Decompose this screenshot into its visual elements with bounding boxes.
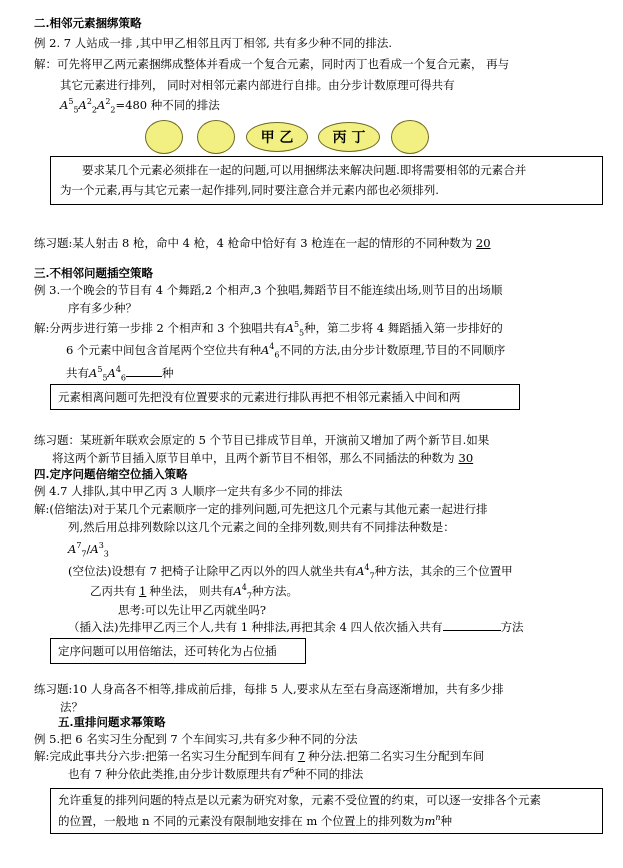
solution-2-result: =480 种不同的排法 xyxy=(115,98,220,112)
example-4: 例 4.7 人排队,其中甲乙丙 3 人顺序一定共有多少不同的排法 xyxy=(34,484,343,498)
section-title-3: 三.不相邻问题插空策略 xyxy=(34,266,154,280)
example-2: 例 2. 7 人站成一排 ,其中甲乙相邻且丙丁相邻, 共有多少种不同的排法. xyxy=(34,36,393,50)
practice-3-text: 将这两个新节目插入原节目单中，且两个新节目不相邻，那么不同插法的种数为 xyxy=(52,451,455,465)
solution-5-line-1-b: 种分法.把第二名实习生分配到车间 xyxy=(308,749,485,763)
solution-4-line-2: 列,然后用总排列数除以这几个元素之间的全排列数,则共有不同排法种数是： xyxy=(68,520,455,534)
solution-4-line-5-a: 乙丙共有 xyxy=(90,584,136,598)
solution-4-line-4-b: 种方法，其余的三个位置甲 xyxy=(374,564,513,578)
solution-3-line-3-a: 共有 xyxy=(66,366,89,380)
solution-3-line-3-b: 种 xyxy=(162,366,174,380)
solution-3-line-1: 解:分两步进行第一步排 2 个相声和 3 个独唱共有$A^5_5$种，第二步将 4 舞蹈插入第一步排好的 xyxy=(34,320,503,338)
solution-3-line-2-a: 6 个元素中间包含首尾两个空位共有种 xyxy=(66,343,261,357)
blank-3 xyxy=(126,376,162,377)
solution-2-line-3: $A^5_5A^2_2A^2_2=480$ 种不同的排法 xyxy=(60,97,220,115)
practice-4-line-1: 练习题:10 人身高各不相等,排成前后排，每排 5 人,要求从左至右身高逐渐增加，共有多少排 xyxy=(34,682,504,696)
solution-4-line-4: (空位法)设想有 7 把椅子让除甲乙丙以外的四人就坐共有$A^4_7$种方法，其余的三个位置甲 xyxy=(68,563,513,581)
tip-2-line-1: 要求某几个元素必须排在一起的问题,可以用捆绑法来解决问题.即将需要相邻的元素合并 xyxy=(82,163,527,177)
solution-5-line-2: 也有 7 种分依此类推,由分步计数原理共有$7^6$种不同的排法 xyxy=(68,766,364,781)
tip-4: 定序问题可以用倍缩法，还可转化为占位插 xyxy=(58,644,277,658)
example-3-line-2: 序有多少种？ xyxy=(68,301,137,315)
section-title-2: 二.相邻元素捆绑策略 xyxy=(34,16,142,30)
solution-5-line-2-b: 种不同的排法 xyxy=(294,767,364,781)
section-title-5: 五.重排问题求幂策略 xyxy=(58,715,166,729)
oval-jia-yi xyxy=(246,122,308,152)
solution-5-line-2-a: 也有 7 种分依此类推,由分步计数原理共有 xyxy=(68,767,282,781)
practice-3-line-2 xyxy=(52,451,477,466)
oval-element-5 xyxy=(391,120,429,154)
practice-2 xyxy=(34,236,491,251)
solution-4-line-5-c: 种方法。 xyxy=(251,584,298,598)
solution-2-line-1: 解：可先将甲乙两元素捆绑成整体并看成一个复合元素，同时丙丁也看成一个复合元素， 再与 xyxy=(34,57,510,71)
solution-3-line-1-b: 种，第二步将 4 舞蹈插入第一步排好的 xyxy=(304,321,503,335)
solution-3-line-1-a: 解:分两步进行第一步排 2 个相声和 3 个独唱共有 xyxy=(34,321,286,335)
solution-3-line-2-b: 不同的方法,由分步计数原理,节目的不同顺序 xyxy=(279,343,506,357)
tip-5-line-1: 允许重复的排列问题的特点是以元素为研究对象，元素不受位置的约束，可以逐一安排各个元素 xyxy=(58,793,541,807)
oval-element-2 xyxy=(197,120,235,154)
oval-element-1 xyxy=(145,120,183,154)
solution-3-line-3: 共有$A^5_5A^4_6$ 种 xyxy=(66,365,174,383)
solution-4-line-5: 乙丙共有 1 种坐法， 则共有$A^4_7$种方法。 xyxy=(90,583,298,601)
solution-4-line-5-b: 种坐法， 则共有 xyxy=(149,584,234,598)
practice-2-text: 练习题:某人射击 8 枪，命中 4 枪，4 枪命中恰好有 3 枪连在一起的情形的不同种数为 xyxy=(34,236,473,250)
practice-3-line-1: 练习题：某班新年联欢会原定的 5 个节目已排成节目单，开演前又增加了两个新节目.如果 xyxy=(34,433,490,447)
solution-2-line-2: 其它元素进行排列， 同时对相邻元素内部进行自排。由分步计数原理可得共有 xyxy=(60,78,455,92)
solution-5-answer: 7 xyxy=(297,749,306,763)
solution-4-line-4-a: (空位法)设想有 7 把椅子让除甲乙丙以外的四人就坐共有 xyxy=(68,564,357,578)
tip-5-line-2: 的位置，一般地 n 不同的元素没有限制地安排在 m 个位置上的排列数为$m^n$种 xyxy=(58,813,452,828)
solution-4-formula: $A^7_7/A^3_3$ xyxy=(68,541,109,559)
solution-5-line-1-a: 解:完成此事共分六步:把第一名实习生分配到车间有 xyxy=(34,749,295,763)
solution-4-line-1: 解:(倍缩法)对于某几个元素顺序一定的排列问题,可先把这几个元素与其他元素一起进行排 xyxy=(34,502,488,516)
example-3-line-1: 例 3.一个晚会的节目有 4 个舞蹈,2 个相声,3 个独唱,舞蹈节目不能连续出场,则节目的出场顺 xyxy=(34,283,503,297)
practice-3-answer: 30 xyxy=(458,451,474,465)
think-question: 思考:可以先让甲乙丙就坐吗? xyxy=(118,603,267,617)
oval-bing-ding xyxy=(318,122,380,152)
blank-4 xyxy=(443,630,501,631)
tip-3: 元素相离问题可先把没有位置要求的元素进行排队再把不相邻元素插入中间和两 xyxy=(58,390,461,404)
tip-5-line-2-tail: 种 xyxy=(440,814,452,828)
solution-3-line-2: 6 个元素中间包含首尾两个空位共有种$A^4_6$不同的方法,由分步计数原理,节目的不同顺序 xyxy=(66,342,506,360)
solution-5-line-1 xyxy=(34,749,484,764)
insertion-method xyxy=(68,620,524,635)
practice-2-answer: 20 xyxy=(475,236,491,250)
insertion-method-b: 方法 xyxy=(500,620,524,634)
oval-label-jia-yi: 甲 乙 xyxy=(260,130,294,146)
tip-2-line-2: 为一个元素,再与其它元素一起作排列,同时要注意合并元素内部也必须排列. xyxy=(60,183,439,197)
practice-4-line-2: 法？ xyxy=(60,700,83,714)
insertion-method-a: （插入法)先排甲乙丙三个人,共有 1 种排法,再把其余 4 四人依次插入共有 xyxy=(68,620,443,634)
section-title-4: 四.定序问题倍缩空位插入策略 xyxy=(34,467,188,481)
example-5: 例 5.把 6 名实习生分配到 7 个车间实习,共有多少种不同的分法 xyxy=(34,732,358,746)
tip-5-line-2-text: 的位置，一般地 n 不同的元素没有限制地安排在 m 个位置上的排列数为 xyxy=(58,814,425,828)
oval-label-bing-ding: 丙 丁 xyxy=(332,130,366,146)
solution-4-line-5-answer: 1 xyxy=(139,584,147,598)
